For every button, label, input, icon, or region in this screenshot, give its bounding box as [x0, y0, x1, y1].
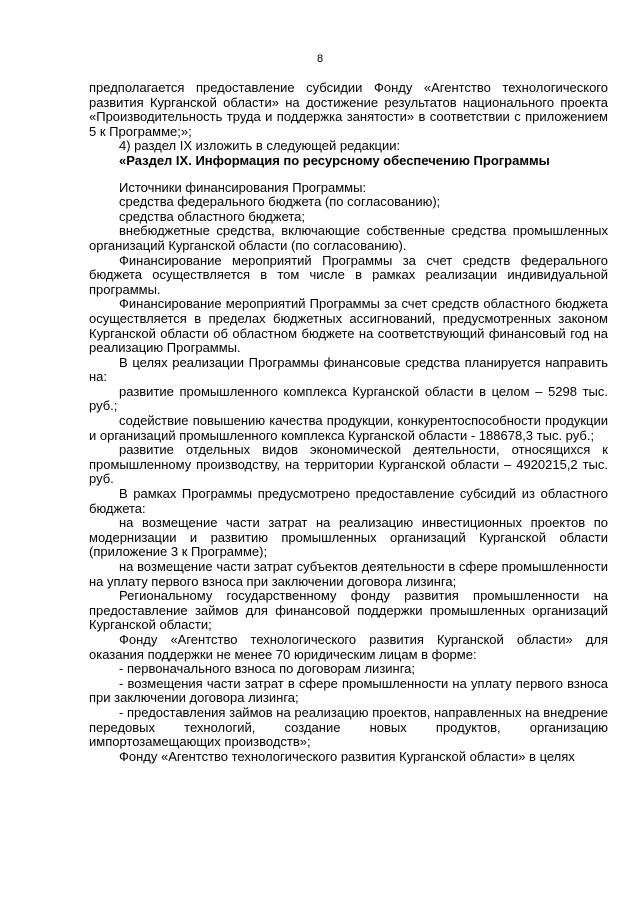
paragraph-subsidies-intro: В рамках Программы предусмотрено предоставление субсидий из областного бюджета: — [89, 486, 608, 516]
paragraph-regional-budget: средства областного бюджета; — [119, 208, 306, 224]
paragraph-federal-budget: средства федерального бюджета (по согласованию); — [119, 194, 441, 210]
list-item-leasing-reimbursement: - возмещения части затрат в сфере промышленности на уплату первого взноса при заключении договора лизинга; — [89, 675, 608, 706]
paragraph-industrial-complex: развитие промышленного комплекса Курганской области в целом – 5298 тыс. руб.; — [89, 383, 608, 414]
paragraph-federal-financing: Финансирование мероприятий Программы за счет средств федерального бюджета осуществляется в том числе в рамках реализации индивидуальной программы. — [89, 252, 608, 297]
paragraph-extrabudgetary: внебюджетные средства, включающие собственные средства промышленных организаций Курганской области (по согласованию). — [89, 223, 608, 253]
paragraph-agency-continuation: Фонду «Агентство технологического развития Курганской области» в целях — [119, 748, 575, 764]
list-item-loans: - предоставления займов на реализацию проектов, направленных на внедрение передовых технологий, создание новых продуктов, организацию импортозамещающих производств»; — [89, 704, 608, 750]
paragraph-quality-promotion: содействие повышению качества продукции, конкурентоспособности продукции и организаций промышленного комплекса Курганской области - 188678,3 тыс. руб.; — [89, 413, 608, 443]
paragraph-economic-activities: развитие отдельных видов экономической деятельности, относящихся к промышленному производству, на территории Курганской области – 4920215,2 тыс. руб. — [89, 442, 608, 487]
paragraph-subsidy-agency: предполагается предоставление субсидии Фонду «Агентство технологического развития Курганской области» на достижение результатов национального проекта «Производительность труда и поддержка занятости» в соответствии с приложением 5 к Программе;»; — [89, 80, 608, 139]
list-item-leasing-down-payment: - первоначального взноса по договорам лизинга; — [119, 661, 416, 677]
section-heading: «Раздел IX. Информация по ресурсному обеспечению Программы — [119, 152, 550, 168]
paragraph-funds-direction: В целях реализации Программы финансовые средства планируется направить на: — [89, 354, 608, 385]
paragraph-regional-financing: Финансирование мероприятий Программы за счет средств областного бюджета осуществляется в пределах бюджетных ассигнований, предусмотренных законом Курганской области об областном бюджете на соответствующий финансовый год на реализацию Программы. — [89, 296, 608, 356]
paragraph-agency-support: Фонду «Агентство технологического развития Курганской области» для оказания поддержки не менее 70 юридическим лицам в форме: — [89, 631, 608, 662]
paragraph-industry-fund: Региональному государственному фонду развития промышленности на предоставление займов для финансовой поддержки промышленных организаций Курганской области; — [89, 588, 608, 633]
spacer — [89, 169, 608, 181]
paragraph-funding-sources: Источники финансирования Программы: — [119, 179, 367, 195]
paragraph-amendment-item-4: 4) раздел IX изложить в следующей редакции: — [119, 138, 401, 154]
document-body — [89, 81, 608, 764]
paragraph-investment-projects: на возмещение части затрат на реализацию инвестиционных проектов по модернизации и развитию промышленных организаций Курганской области (приложение 3 к Программе); — [89, 515, 608, 560]
page-number: 8 — [316, 53, 324, 65]
paragraph-leasing-costs: на возмещение части затрат субъектов деятельности в сфере промышленности на уплату первого взноса при заключении договора лизинга; — [89, 559, 608, 589]
